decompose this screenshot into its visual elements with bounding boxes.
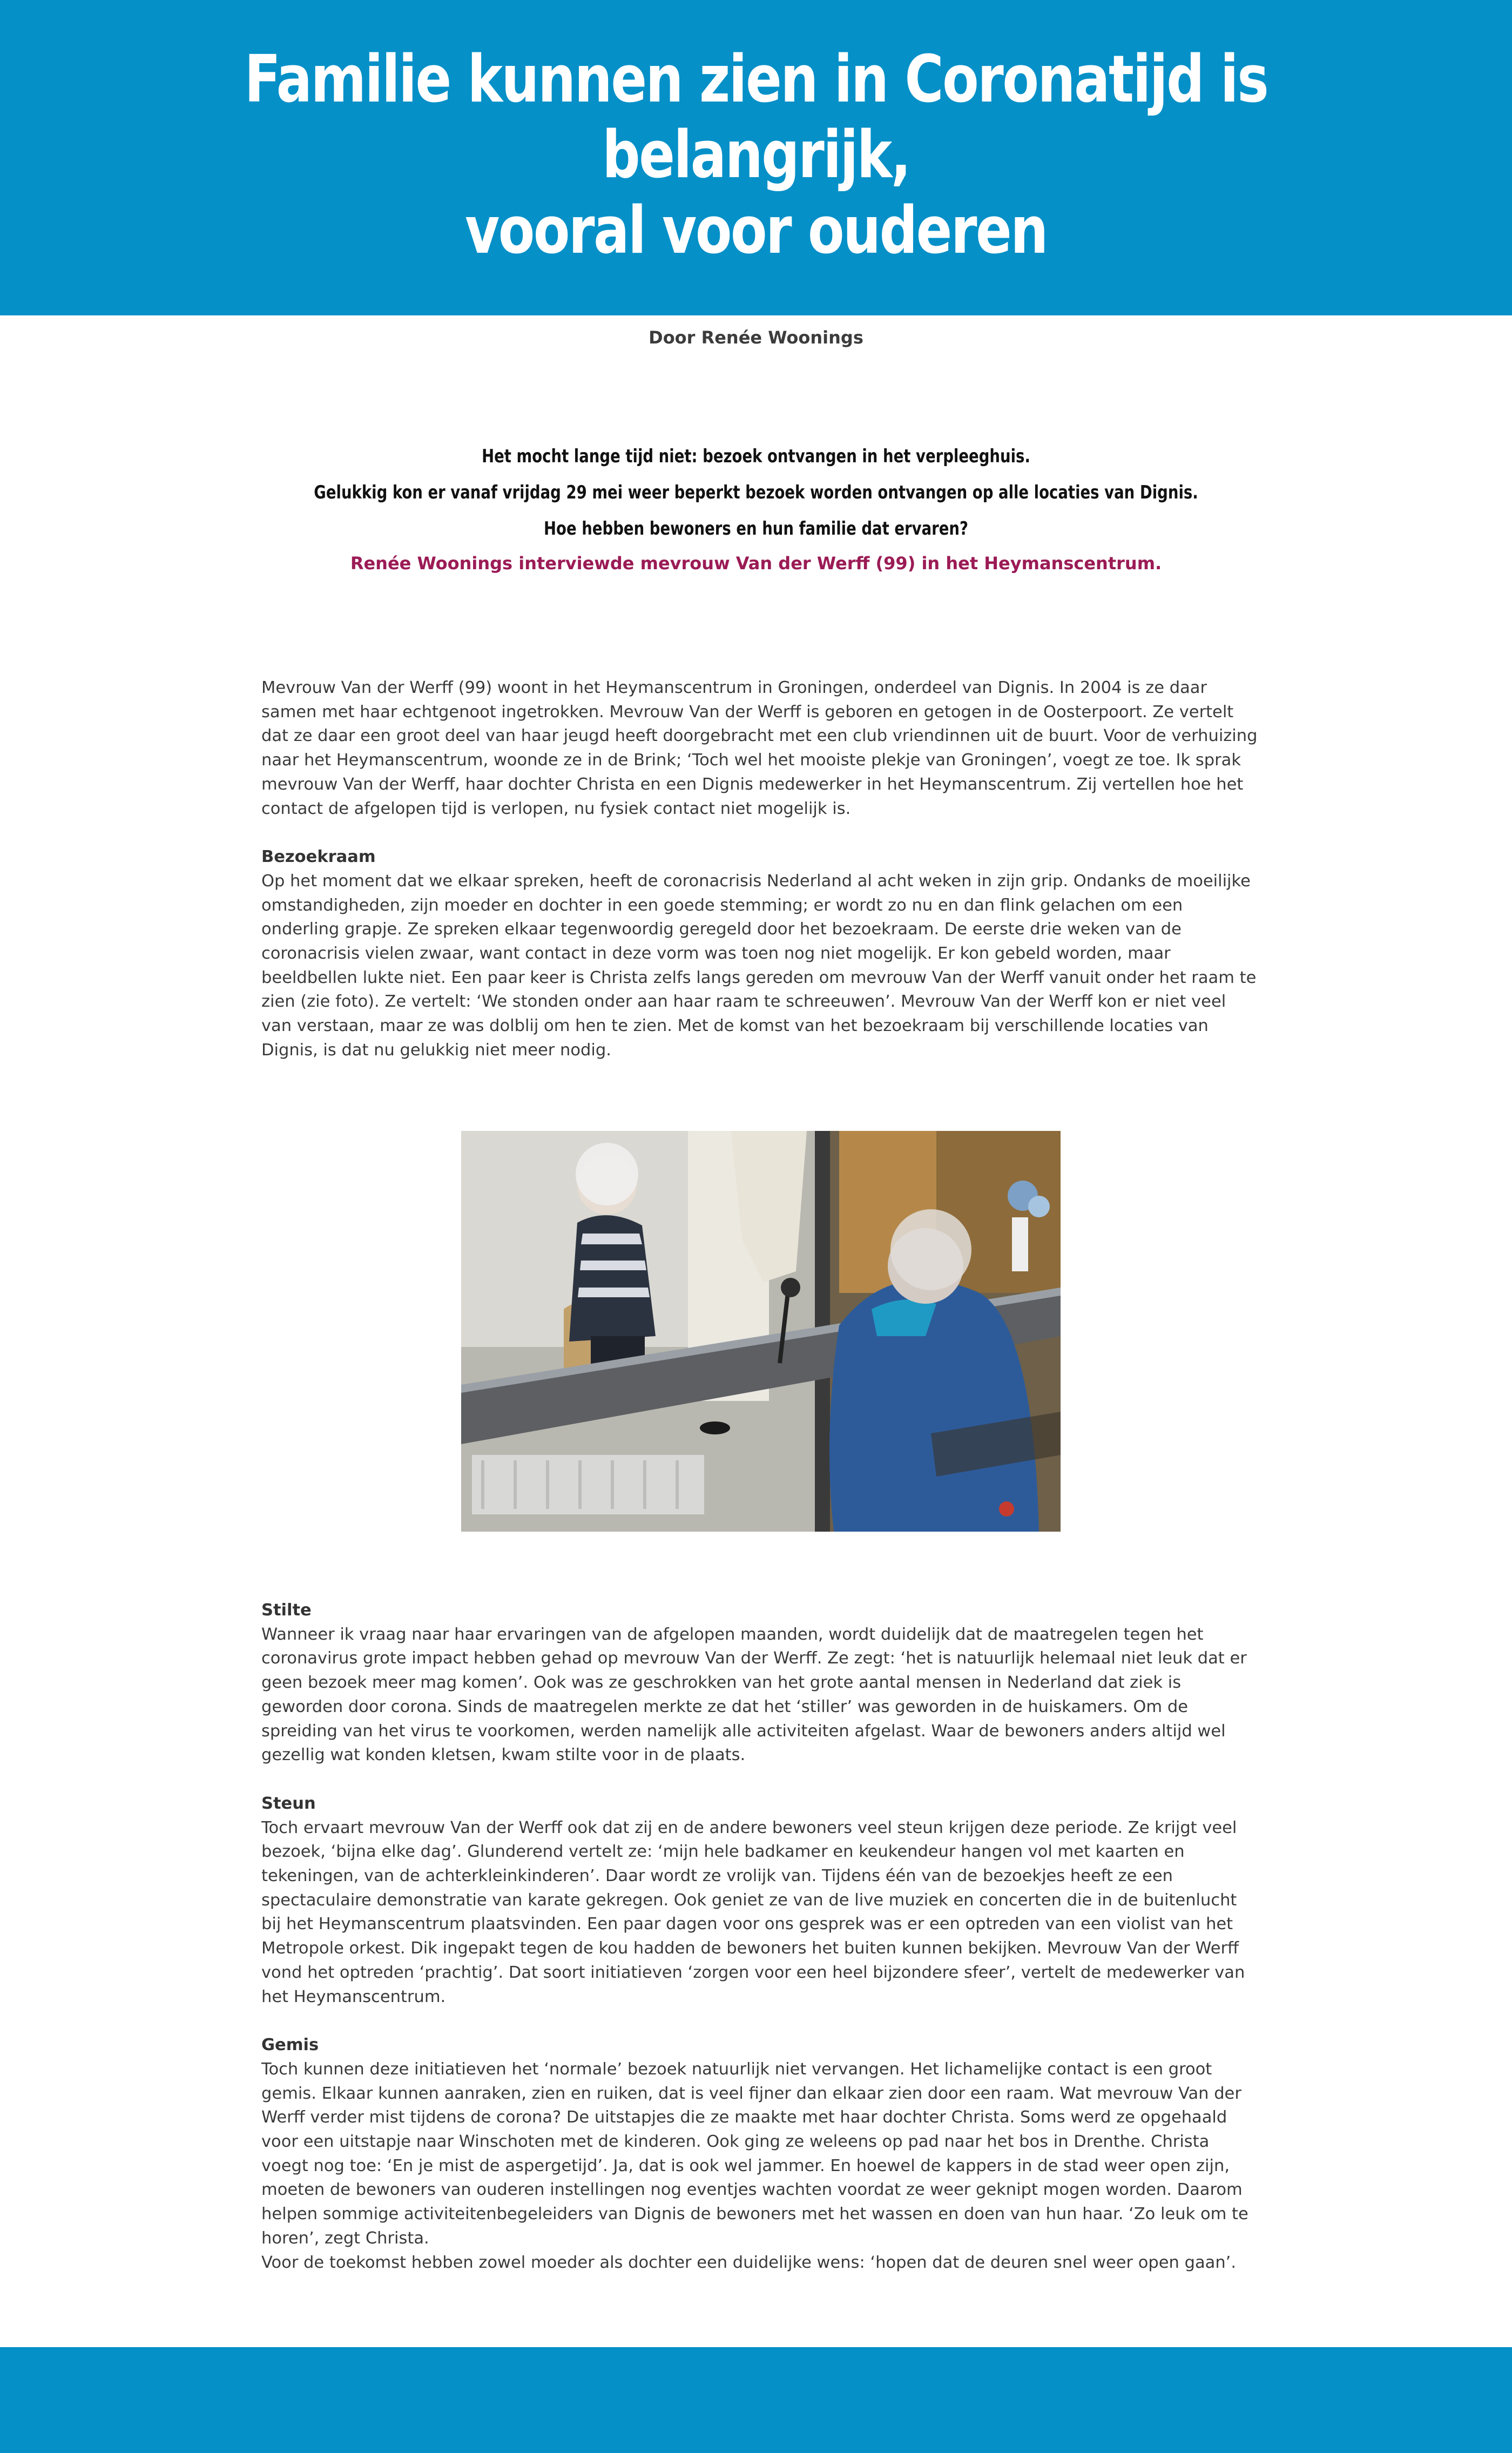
author-byline: Door Renée Woonings [649,327,863,348]
page-title-line-2: vooral voor ouderen [465,193,1047,268]
page-header [0,0,1512,315]
intro-line-1: Het mocht lange tijd niet: bezoek ontvangen in het verpleeghuis. [482,446,1030,467]
section-body-bezoekraam: Op het moment dat we elkaar spreken, heeft de coronacrisis Nederland al acht weken in zijn grip. Ondanks de moeilijke omstandigheden, zijn moeder en dochter in een goede stemming; er wordt zo nu en dan flink gelachen om een onderling grapje. Ze spreken elkaar tegenwoordig geregeld door het bezoekraam. De eerste drie weken van de coronacrisis vielen zwaar, want contact in deze vorm was toen nog niet mogelijk. Er kon gebeld worden, maar beeldbellen lukte niet. Een paar keer is Christa zelfs langs gereden om mevrouw Van der Werff vanuit onder het raam te zien (zie foto). Ze vertelt: ‘We stonden onder aan haar raam te schreeuwen’. Mevrouw Van der Werff kon er niet veel van verstaan, maar ze was dolblij om hen te zien. Met de komst van het bezoekraam bij verschillende locaties van Dignis, is dat nu gelukkig niet meer nodig. [261,871,1257,1060]
section-body-steun: Toch ervaart mevrouw Van der Werff ook dat zij en de andere bewoners veel steun krijgen deze periode. Ze krijgt veel bezoek, ‘bijna elke dag’. Glunderend vertelt ze: ‘mijn hele badkamer en keukendeur hangen vol met kaarten en tekeningen, van de achterkleinkinderen’. Daar wordt ze vrolijk van. Tijdens één van de bezoekjes heeft ze een spectaculaire demonstratie van karate gekregen. Ook geniet ze van de live muziek en concerten die in de buitenlucht bij het Heymanscentrum plaatsvinden. Een paar dagen voor ons gesprek was er een optreden van een violist van het Metropole orkest. Dik ingepakt tegen de kou hadden de bewoners het buiten kunnen bekijken. Mevrouw Van der Werff vond het optreden ‘prachtig’. Dat soort initiatieven ‘zorgen voor een heel bijzondere sfeer’, vertelt de medewerker van het Heymanscentrum. [261,1818,1245,2006]
section-title-steun: Steun [261,1794,316,1813]
page-title-line-1: Familie kunnen zien in Coronatijd is belangrijk, [244,42,1268,193]
intro-line-2: Gelukkig kon er vanaf vrijdag 29 mei weer beperkt bezoek worden ontvangen op alle locaties van Dignis. [314,482,1198,503]
section-title-bezoekraam: Bezoekraam [261,847,376,867]
interview-credit: Renée Woonings interviewde mevrouw Van der Werff (99) in het Heymanscentrum. [350,553,1162,574]
page-title [180,42,1332,269]
section-body-stilte: Wanneer ik vraag naar haar ervaringen van de afgelopen maanden, wordt duidelijk dat de maatregelen tegen het coronavirus grote impact hebben gehad op mevrouw Van der Werff. Ze zegt: ‘het is natuurlijk helemaal niet leuk dat er geen bezoek meer mag komen’. Ook was ze geschrokken van het grote aantal mensen in Nederland dat ziek is geworden door corona. Sinds de maatregelen merkte ze dat het ‘stiller’ was geworden in de huiskamers. Om de spreiding van het virus te voorkomen, werden namelijk alle activiteiten afgelast. Waar de bewoners anders altijd wel gezellig wat konden kletsen, kwam stilte voor in de plaats. [261,1625,1247,1765]
visit-window-photo [461,1131,1061,1532]
section-title-gemis: Gemis [261,2036,319,2055]
article-intro [0,439,1512,579]
intro-paragraph: Mevrouw Van der Werff (99) woont in het Heymanscentrum in Groningen, onderdeel van Dignis. In 2004 is ze daar samen met haar echtgenoot ingetrokken. Mevrouw Van der Werff is geboren en getogen in de Oosterpoort. Ze vertelt dat ze daar een groot deel van haar jeugd heeft doorgebracht met een club vriendinnen uit de buurt. Voor de verhuizing naar het Heymanscentrum, woonde ze in de Brink; ‘Toch wel het mooiste plekje van Groningen’, voegt ze toe. Ik sprak mevrouw Van der Werff, haar dochter Christa en een Dignis medewerker in het Heymanscentrum. Zij vertellen hoe het contact de afgelopen tijd is verlopen, nu fysiek contact niet mogelijk is. [261,678,1258,818]
section-body-gemis: Toch kunnen deze initiatieven het ‘normale’ bezoek natuurlijk niet vervangen. Het lichamelijke contact is een groot gemis. Elkaar kunnen aanraken, zien en ruiken, dat is veel fijner dan elkaar zien door een raam. Wat mevrouw Van der Werff verder mist tijdens de corona? De uitstapjes die ze maakte met haar dochter Christa. Soms werd ze opgehaald voor een uitstapje naar Winschoten met de kinderen. Ook ging ze weleens op pad naar het bos in Drenthe. Christa voegt nog toe: ‘En je mist de aspergetijd’. Ja, dat is ook wel jammer. En hoewel de kappers in de stad weer open zijn, moeten de bewoners van ouderen instellingen nog eventjes wachten voordat ze weer geknipt mogen worden. Daarom helpen sommige activiteitenbegeleiders van Dignis de bewoners met het wassen en doen van hun haar. ‘Zo leuk om te horen’, zegt Christa. [261,2059,1248,2248]
section-title-stilte: Stilte [261,1601,312,1620]
closing-sentence: Voor de toekomst hebben zowel moeder als dochter een duidelijke wens: ‘hopen dat de deuren snel weer open gaan’. [261,2253,1237,2272]
page-footer [0,2347,1512,2453]
article-body-top [261,676,1258,1063]
article-body-bottom [261,1599,1258,2275]
intro-line-3: Hoe hebben bewoners en hun familie dat ervaren? [544,518,968,540]
